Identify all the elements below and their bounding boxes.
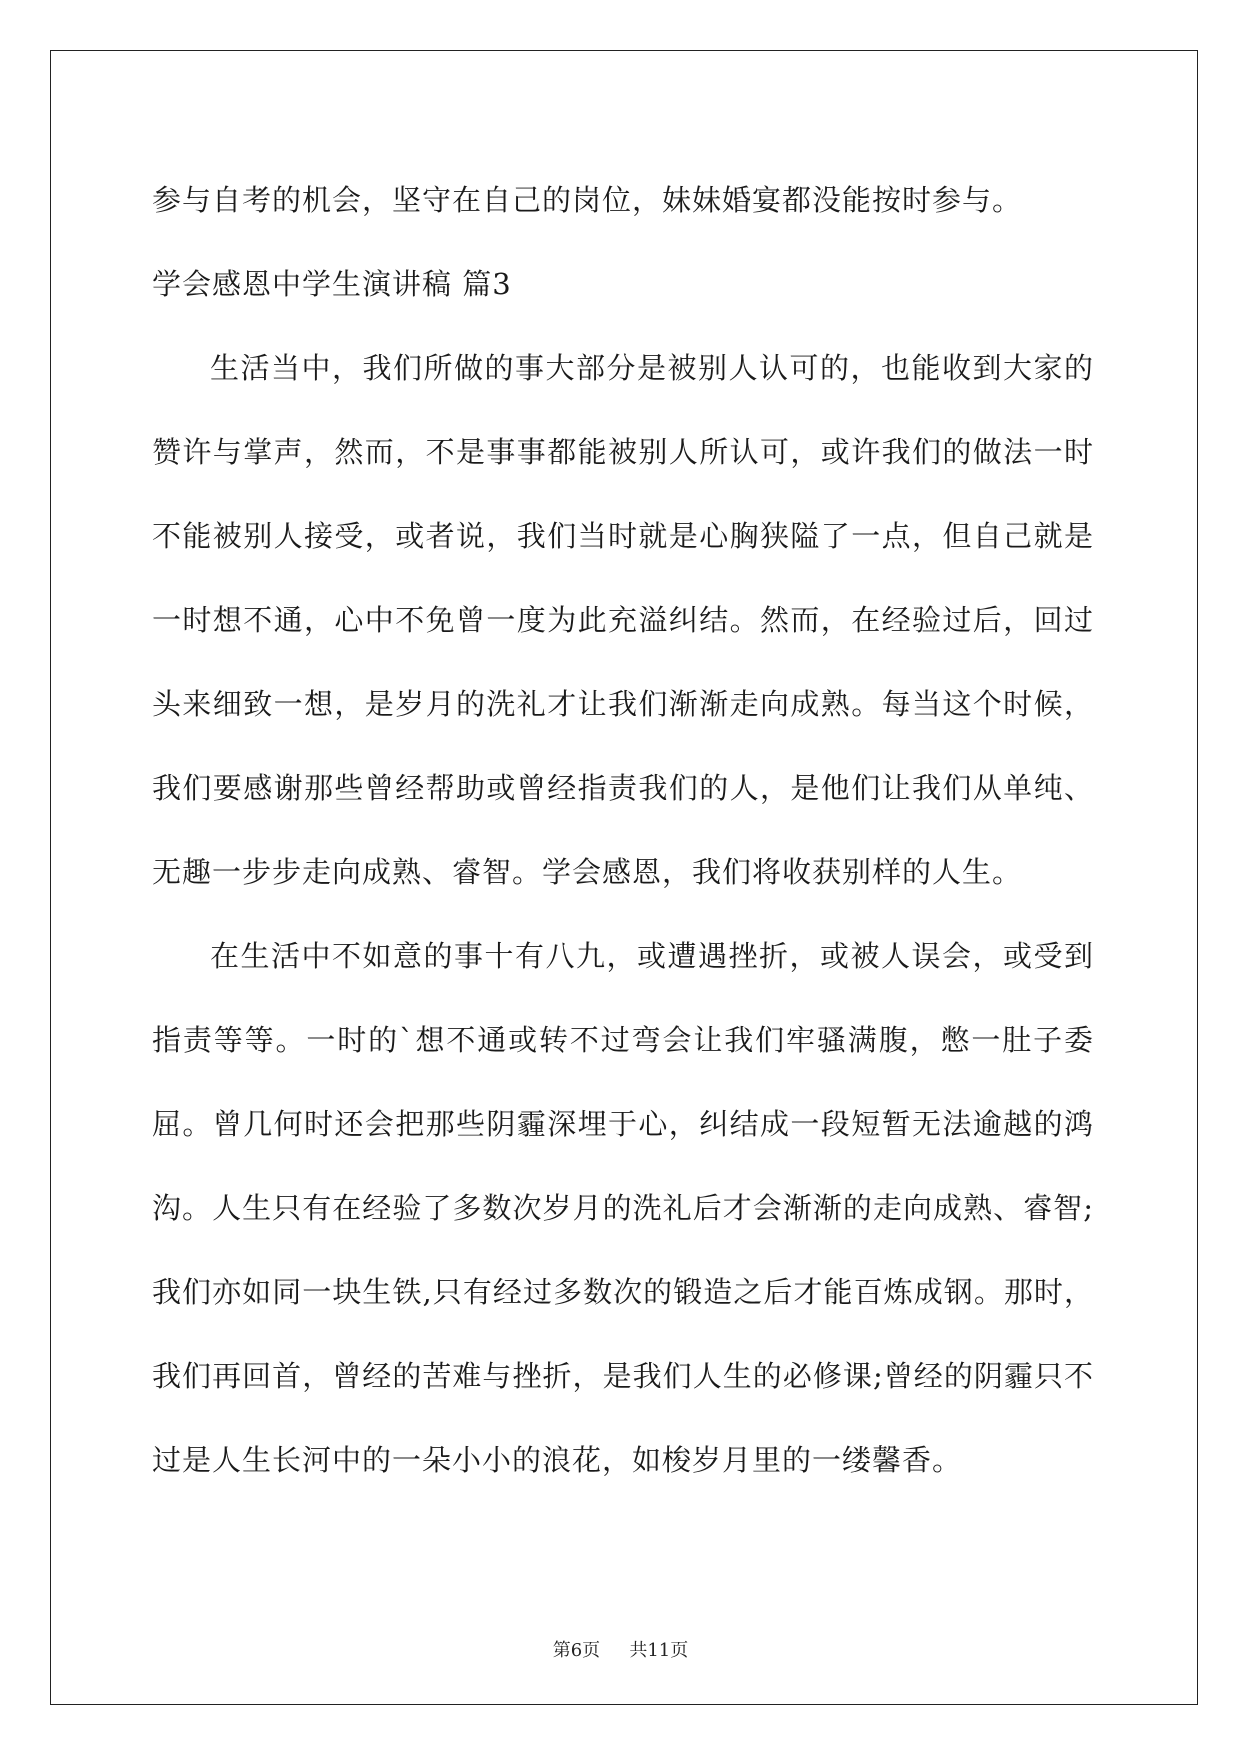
paragraph-1: 生活当中，我们所做的事大部分是被别人认可的，也能收到大家的赞许与掌声，然而，不是事事都能被别人所认可，或许我们的做法一时不能被别人接受，或者说，我们当时就是心胸狭隘了一点，但自己就是一时想不通，心中不免曾一度为此充溢纠结。然而，在经验过后，回过头来细致一想，是岁月的洗礼才让我们渐渐走向成熟。每当这个时候，我们要感谢那些曾经帮助或曾经指责我们的人，是他们让我们从单纯、无趣一步步走向成熟、睿智。学会感恩，我们将收获别样的人生。 bbox=[152, 351, 1094, 889]
paragraph-2: 在生活中不如意的事十有八九，或遭遇挫折，或被人误会，或受到指责等等。一时的`想不通或转不过弯会让我们牢骚满腹，憋一肚子委屈。曾几何时还会把那些阴霾深埋于心，纠结成一段短暂无法逾越的鸿沟。人生只有在经验了多数次岁月的洗礼后才会渐渐的走向成熟、睿智;我们亦如同一块生铁,只有经过多数次的锻造之后才能百炼成钢。那时，我们再回首，曾经的苦难与挫折，是我们人生的必修课;曾经的阴霾只不过是人生长河中的一朵小小的浪花，如梭岁月里的一缕馨香。 bbox=[152, 939, 1094, 1477]
page-footer bbox=[0, 1636, 1241, 1662]
document-body bbox=[152, 158, 1094, 1502]
continuation-line: 参与自考的机会，坚守在自己的岗位，妹妹婚宴都没能按时参与。 bbox=[152, 183, 1023, 217]
page-total: 共11页 bbox=[629, 1640, 689, 1661]
page-number: 第6页 bbox=[552, 1640, 601, 1661]
section-heading: 学会感恩中学生演讲稿 篇3 bbox=[152, 267, 512, 301]
